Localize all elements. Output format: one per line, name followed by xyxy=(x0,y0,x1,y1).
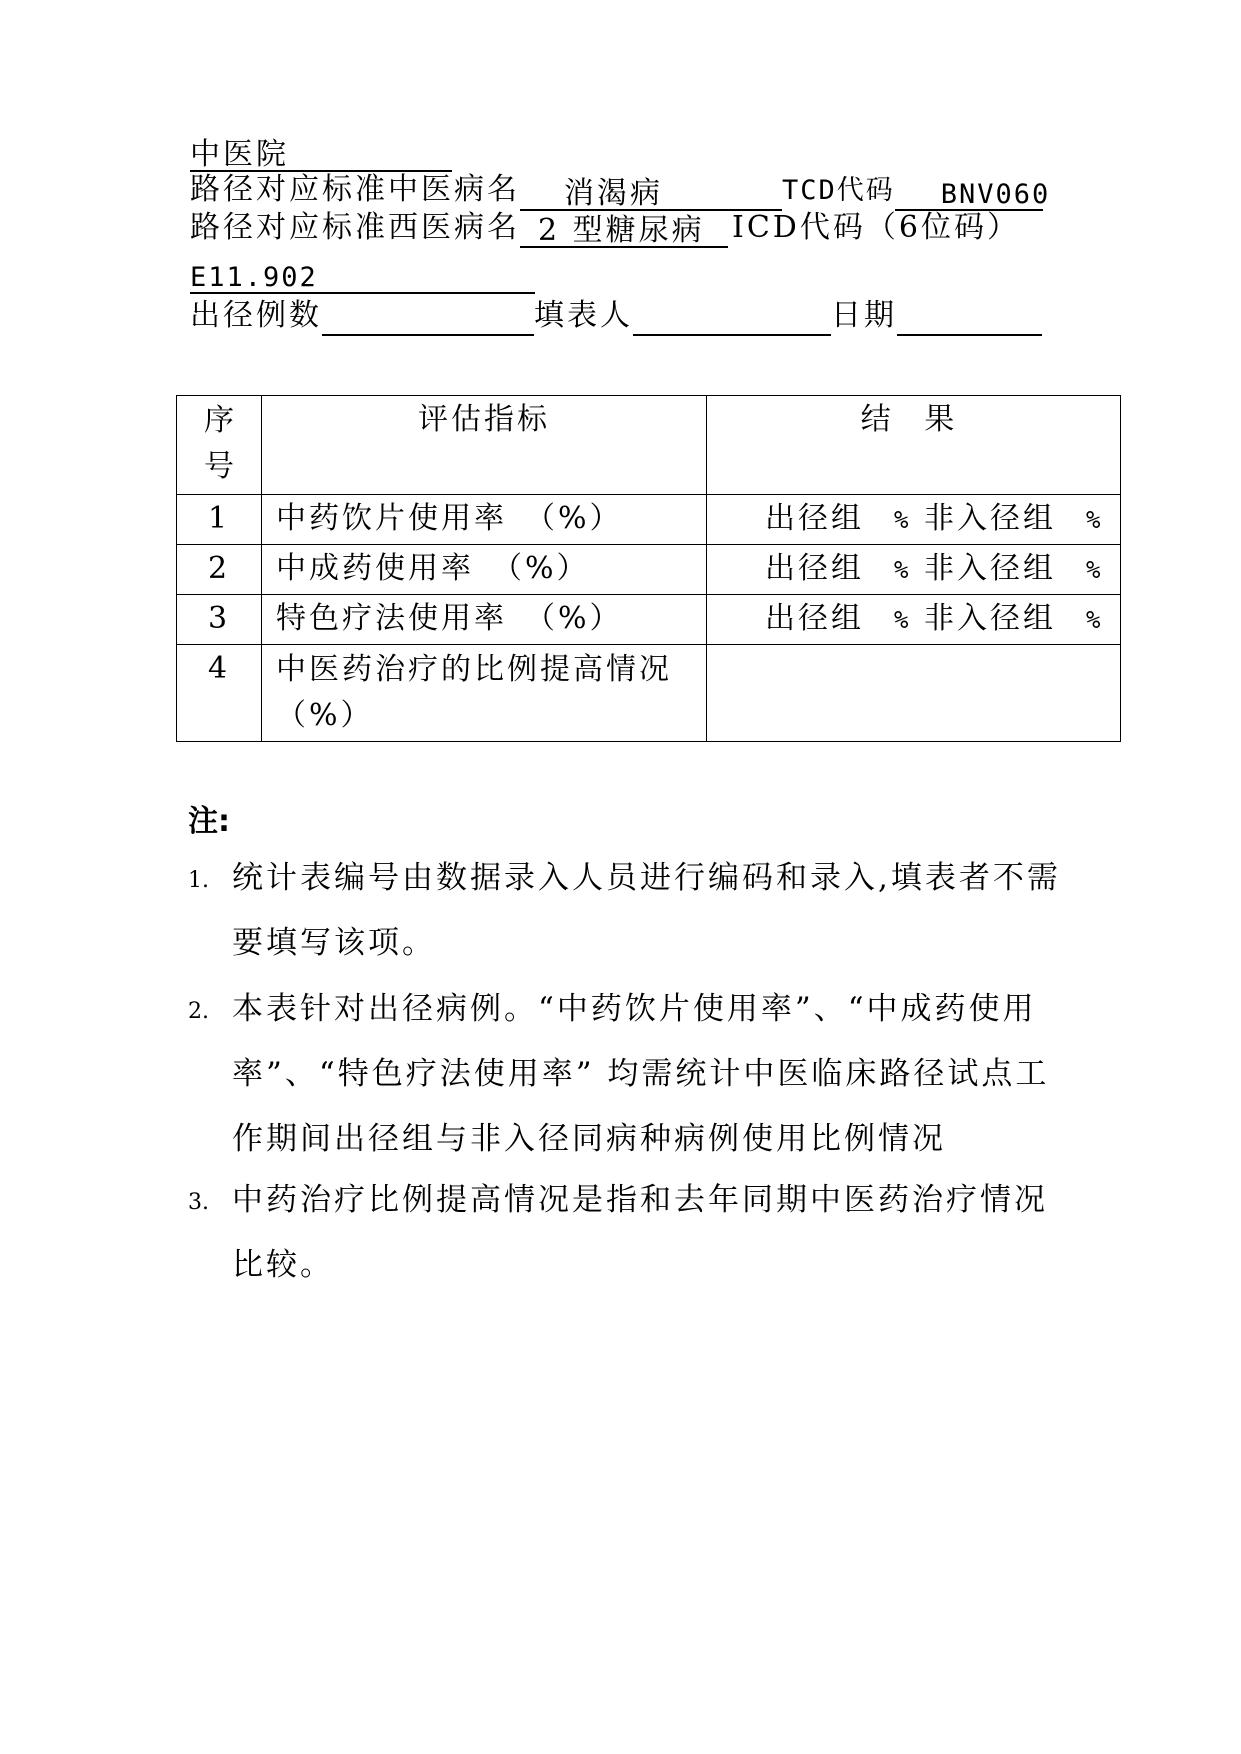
row-indicator: 中医药治疗的比例提高情况（%） xyxy=(262,645,707,742)
hospital-name: 中医院 xyxy=(190,137,289,172)
tcm-disease-value: 消渴病 xyxy=(564,176,663,211)
tcm-disease-label: 路径对应标准中医病名 xyxy=(190,172,520,207)
result-group-a: 出径组 xyxy=(765,551,864,586)
note-text: 中药治疗比例提高情况是指和去年同期中医药治疗情况比较。 xyxy=(232,1182,1048,1283)
tcm-disease-field[interactable] xyxy=(520,177,782,211)
row-num: 1 xyxy=(177,495,262,545)
icd-code-label: ICD代码（6位码） xyxy=(732,210,1020,245)
note-item xyxy=(188,977,1068,1172)
row-result[interactable] xyxy=(707,595,1121,645)
tcd-code-value: BNV060 xyxy=(940,179,1051,210)
table-row xyxy=(177,595,1121,645)
header-result-cell xyxy=(707,396,1121,495)
tcd-code-field[interactable] xyxy=(895,177,1051,211)
result-group-b: 非入径组 xyxy=(924,551,1056,586)
row-result[interactable] xyxy=(707,495,1121,545)
filler-label: 填表人 xyxy=(534,298,633,333)
hospital-line xyxy=(190,132,452,172)
western-disease-value: 2 型糖尿病 xyxy=(538,213,705,248)
header-indicator-cell xyxy=(262,396,707,495)
tcd-code-label: TCD代码 xyxy=(782,175,895,206)
date-field[interactable] xyxy=(897,302,1042,336)
icd-code-value: E11.902 xyxy=(190,262,318,293)
western-disease-line xyxy=(190,208,1020,248)
note-number: 1. xyxy=(188,868,209,893)
cases-field[interactable] xyxy=(322,302,534,336)
note-item xyxy=(188,1168,1068,1298)
tcm-disease-line xyxy=(190,170,1051,211)
row-num: 4 xyxy=(177,645,262,742)
result-group-b: 非入径组 xyxy=(924,601,1056,636)
notes-title: 注: xyxy=(188,804,230,839)
hospital-field[interactable] xyxy=(190,138,452,172)
note-number: 3. xyxy=(188,1190,209,1215)
date-label: 日期 xyxy=(831,298,897,333)
row-num: 2 xyxy=(177,545,262,595)
western-disease-field[interactable] xyxy=(520,214,728,248)
note-item xyxy=(188,846,1068,976)
western-disease-label: 路径对应标准西医病名 xyxy=(190,210,520,245)
header-result: 结 果 xyxy=(860,402,967,437)
result-group-a: 出径组 xyxy=(765,501,864,536)
result-unit-b: % xyxy=(1086,556,1104,584)
header-num-cell xyxy=(177,396,262,495)
result-group-b: 非入径组 xyxy=(924,501,1056,536)
icd-line xyxy=(190,254,535,294)
row-indicator: 特色疗法使用率 （%） xyxy=(262,595,707,645)
note-number: 2. xyxy=(188,999,209,1024)
row-result[interactable] xyxy=(707,545,1121,595)
result-unit-a: % xyxy=(894,556,912,584)
filler-field[interactable] xyxy=(633,302,831,336)
row-indicator: 中药饮片使用率 （%） xyxy=(262,495,707,545)
cases-label: 出径例数 xyxy=(190,298,322,333)
note-text: 统计表编号由数据录入人员进行编码和录入,填表者不需要填写该项。 xyxy=(232,860,1061,961)
result-unit-a: % xyxy=(894,606,912,634)
result-group-a: 出径组 xyxy=(765,601,864,636)
result-unit-b: % xyxy=(1086,606,1104,634)
result-unit-a: % xyxy=(894,506,912,534)
table-header-row xyxy=(177,396,1121,495)
table-row xyxy=(177,545,1121,595)
cases-line xyxy=(190,296,1042,336)
icd-code-field[interactable] xyxy=(190,260,535,294)
table-row xyxy=(177,495,1121,545)
note-text: 本表针对出径病例。“中药饮片使用率”、“中成药使用率”、“特色疗法使用率” 均需统计中医临床路径试点工作期间出径组与非入径同病种病例使用比例情况 xyxy=(232,991,1050,1157)
result-unit-b: % xyxy=(1086,506,1104,534)
row-result[interactable] xyxy=(707,645,1121,742)
row-indicator: 中成药使用率 （%） xyxy=(262,545,707,595)
row-num: 3 xyxy=(177,595,262,645)
table-row xyxy=(177,645,1121,742)
evaluation-table xyxy=(176,395,1121,742)
header-num: 序号 xyxy=(204,403,234,484)
header-indicator: 评估指标 xyxy=(418,402,550,437)
